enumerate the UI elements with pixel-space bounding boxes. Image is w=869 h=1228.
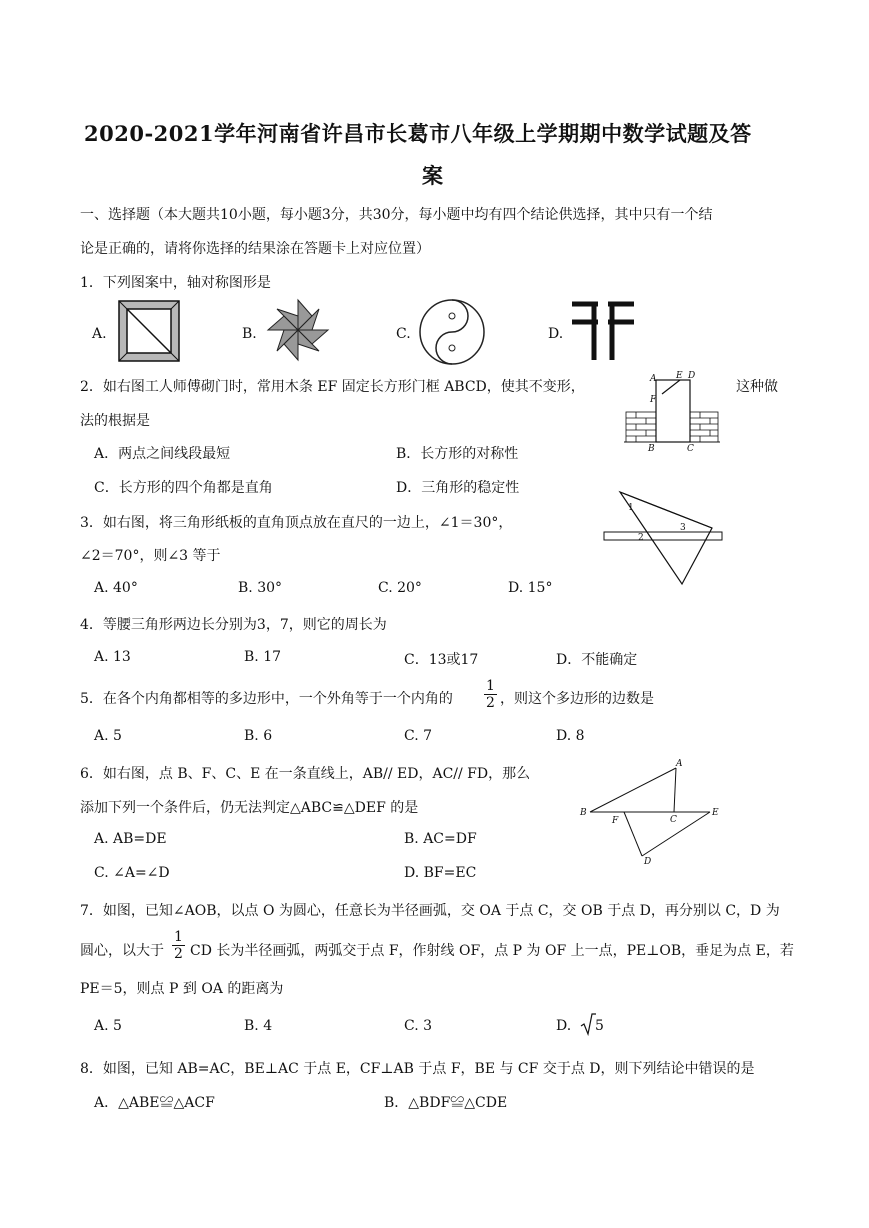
q6-option-d: D. BF=EC: [404, 865, 477, 881]
section-header-line2: 论是正确的，请将你选择的结果涂在答题卡上对应位置）: [80, 241, 430, 257]
q2-stem-tail: 这种做: [736, 379, 778, 395]
page-title-line1: 2020-2021学年河南省许昌市长葛市八年级上学期期中数学试题及答: [84, 121, 752, 146]
q2-label-d: D: [688, 371, 696, 381]
q8-stem: 8．如图，已知 AB=AC，BE⊥AC 于点 E，CF⊥AB 于点 F，BE 与 CF 交于点 D，则下列结论中错误的是: [80, 1061, 755, 1077]
q1-figure-c-yinyang: [418, 298, 486, 366]
q4-stem: 4．等腰三角形两边长分别为3，7，则它的周长为: [80, 617, 387, 633]
q1-figure-a-square: [118, 300, 180, 362]
q5-stem-post: ，则这个多边形的边数是: [500, 691, 654, 707]
q1-option-b-label: B.: [242, 326, 257, 342]
q3-option-b: B. 30°: [238, 580, 283, 596]
page-title-line2: 案: [422, 163, 444, 188]
q2-stem-line1: 2．如右图工人师傅砌门时，常用木条 EF 固定长方形门框 ABCD，使其不变形，: [80, 379, 585, 395]
q7-option-d-radicand: 5: [595, 1018, 604, 1034]
q3-label-1: 1: [628, 503, 634, 513]
q2-option-b: B．长方形的对称性: [396, 446, 519, 462]
q3-label-3: 3: [680, 523, 686, 533]
q2-label-a: A: [650, 374, 657, 384]
q7-stem-line1: 7．如图，已知∠AOB，以点 O 为圆心，任意长为半径画弧，交 OA 于点 C，交 OB 于点 D，再分别以 C，D 为: [80, 903, 780, 919]
q6-stem-line1: 6．如右图，点 B、F、C、E 在一条直线上，AB// ED，AC// FD，那么: [80, 766, 531, 782]
q7-fraction-numerator: 1: [174, 929, 183, 945]
q5-option-c: C. 7: [404, 728, 433, 744]
q8-option-a: A．△ABE≌△ACF: [94, 1095, 215, 1111]
q3-option-a: A. 40°: [94, 580, 138, 596]
q5-fraction-numerator: 1: [486, 678, 495, 694]
q1-stem: 1．下列图案中，轴对称图形是: [80, 275, 271, 291]
q2-label-f: F: [650, 395, 657, 405]
q3-triangle-ruler-figure: [600, 488, 726, 588]
q6-stem-line2: 添加下列一个条件后，仍无法判定△ABC≌△DEF 的是: [80, 800, 419, 816]
q2-stem-line2: 法的根据是: [80, 413, 150, 429]
q5-fraction-denominator: 2: [486, 695, 495, 711]
q1-option-d-label: D.: [548, 326, 564, 342]
q7-option-b: B. 4: [244, 1018, 273, 1034]
q1-figure-b-pinwheel: [266, 298, 330, 362]
q6-label-a: A: [676, 759, 683, 769]
q2-option-c: C．长方形的四个角都是直角: [94, 480, 273, 496]
q7-stem-line2-pre: 圆心，以大于: [80, 943, 164, 959]
q5-fraction: [484, 678, 497, 711]
q6-label-b: B: [580, 808, 587, 818]
q5-stem-pre: 5．在各个内角都相等的多边形中，一个外角等于一个内角的: [80, 691, 453, 707]
q7-option-c: C. 3: [404, 1018, 433, 1034]
q1-option-c-label: C.: [396, 326, 411, 342]
q1-option-a-label: A.: [92, 326, 107, 342]
q6-option-a: A. AB=DE: [94, 831, 167, 847]
q7-fraction: [172, 929, 185, 962]
q3-stem-line2: ∠2＝70°，则∠3 等于: [80, 548, 221, 564]
q8-option-b: B．△BDF≌△CDE: [384, 1095, 508, 1111]
q4-option-a: A. 13: [94, 649, 131, 665]
q6-label-f: F: [612, 816, 619, 826]
q2-label-e: E: [676, 371, 683, 381]
q3-option-c: C. 20°: [378, 580, 422, 596]
q2-option-a: A．两点之间线段最短: [94, 446, 231, 462]
q3-label-2: 2: [638, 533, 644, 543]
q7-option-a: A. 5: [94, 1018, 122, 1034]
q6-label-d: D: [644, 857, 652, 867]
q5-option-b: B. 6: [244, 728, 273, 744]
q6-option-b: B. AC=DF: [404, 831, 477, 847]
q6-triangles-figure: [576, 756, 724, 868]
q3-stem-line1: 3．如右图，将三角形纸板的直角顶点放在直尺的一边上，∠1＝30°，: [80, 515, 513, 531]
q2-label-b: B: [648, 444, 655, 454]
q6-option-c: C. ∠A=∠D: [94, 865, 170, 881]
q7-option-d: D.: [556, 1018, 572, 1034]
q7-stem-line3: PE＝5，则点 P 到 OA 的距离为: [80, 981, 284, 997]
q7-stem-line2-post: CD 长为半径画弧，两弧交于点 F，作射线 OF，点 P 为 OF 上一点，PE⊥OB，垂足为点 E，若: [190, 943, 794, 959]
q2-option-d: D．三角形的稳定性: [396, 480, 520, 496]
section-header-line1: 一、选择题（本大题共10小题，每小题3分，共30分，每小题中均有四个结论供选择，其中只有一个结: [80, 207, 713, 223]
q3-option-d: D. 15°: [508, 580, 553, 596]
q6-label-e: E: [712, 808, 719, 818]
q2-label-c: C: [687, 444, 694, 454]
q7-sqrt-sign: [580, 1012, 596, 1036]
q6-label-c: C: [670, 815, 677, 825]
q2-door-figure: [622, 370, 722, 456]
q4-option-d: D．不能确定: [556, 652, 638, 668]
q7-fraction-denominator: 2: [174, 946, 183, 962]
q1-figure-d-glyph: [570, 300, 636, 362]
q4-option-c: C．13或17: [404, 652, 479, 668]
q5-option-a: A. 5: [94, 728, 122, 744]
q5-option-d: D. 8: [556, 728, 585, 744]
q4-option-b: B. 17: [244, 649, 282, 665]
